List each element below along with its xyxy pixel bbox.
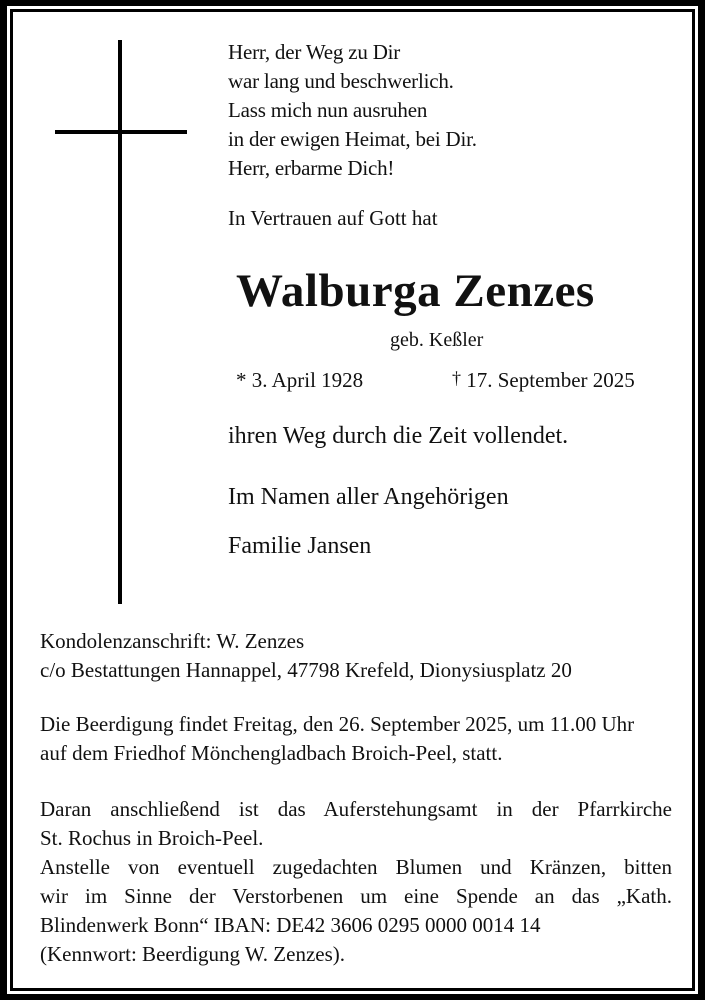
service-donation-info (40, 795, 672, 969)
cross-icon-vertical (118, 40, 122, 604)
family-signature: Familie Jansen (228, 533, 372, 559)
closing-line: Im Namen aller Angehörigen (228, 484, 509, 510)
verse-line: Lass mich nun ausruhen (228, 98, 428, 122)
verse-line: in der ewigen Heimat, bei Dir. (228, 127, 477, 151)
service-line: St. Rochus in Broich-Peel. (40, 826, 264, 850)
death-date (452, 368, 635, 393)
intro-text: In Vertrauen auf Gott hat (228, 206, 438, 230)
funeral-line: Die Beerdigung findet Freitag, den 26. September 2025, um 11.00 Uhr (40, 712, 635, 736)
verse (228, 38, 477, 183)
service-line: Daran anschließend ist das Auferstehungsamt in der Pfarrkirche (40, 797, 672, 821)
dagger-icon: † (452, 368, 461, 388)
condolence-line: c/o Bestattungen Hannappel, 47798 Krefeld, Dionysiusplatz 20 (40, 658, 572, 682)
condolence-line: Kondolenzanschrift: W. Zenzes (40, 629, 305, 653)
maiden-name: geb. Keßler (390, 329, 484, 351)
completed-text: ihren Weg durch die Zeit vollendet. (228, 423, 569, 449)
funeral-line: auf dem Friedhof Mönchengladbach Broich-Peel, statt. (40, 741, 503, 765)
verse-line: war lang und beschwerlich. (228, 69, 454, 93)
verse-line: Herr, der Weg zu Dir (228, 40, 401, 64)
birth-date: * 3. April 1928 (236, 368, 364, 392)
donation-line: wir im Sinne der Verstorbenen um eine Spende an das „Kath. (40, 884, 672, 908)
cross-icon-horizontal (55, 130, 187, 134)
keyword-line: (Kennwort: Beerdigung W. Zenzes). (40, 942, 346, 966)
iban-line: Blindenwerk Bonn“ IBAN: DE42 3606 0295 0000 0014 14 (40, 913, 541, 937)
condolence-address (40, 627, 672, 685)
deceased-name: Walburga Zenzes (236, 265, 595, 317)
donation-line: Anstelle von eventuell zugedachten Blumen und Kränzen, bitten (40, 855, 672, 879)
verse-line: Herr, erbarme Dich! (228, 156, 395, 180)
funeral-info (40, 710, 672, 768)
death-date-text: 17. September 2025 (466, 368, 635, 392)
